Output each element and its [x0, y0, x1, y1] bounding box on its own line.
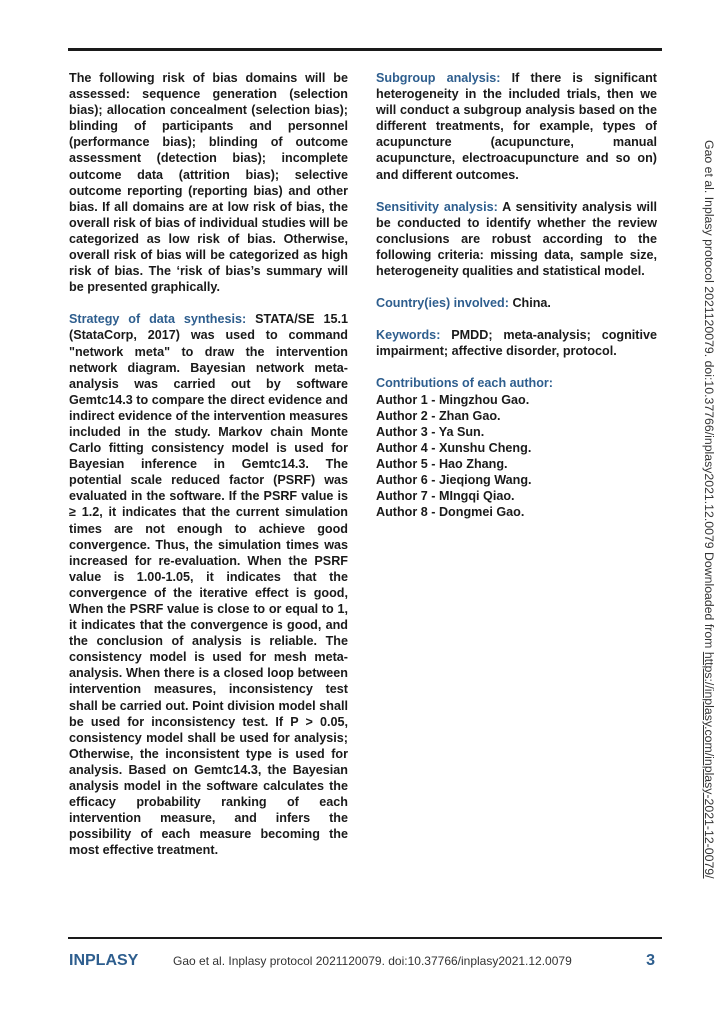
footer-rule — [68, 937, 662, 939]
header-rule — [68, 48, 662, 51]
data-synthesis-text: STATA/SE 15.1 (StataCorp, 2017) was used to command "network meta" to draw the intervention network diagram. Bayesian network meta-analysis was carried out by software Gemtc14.3 to compare the direct evidence and indirect evidence of the intervention measures included in the study. Markov chain Monte Carlo fitting consistency model is used for Bayesian inference in Gemtc14.3. The potential scale reduced factor (PSRF) was evaluated in the software. If the PSRF value is ≥ 1.2, it indicates that the current simulation times are not enough to achieve good convergence. Thus, the simulation times was increased for re-evaluation. When the PSRF value is 1.00-1.05, it indicates that the convergence of the iterative effect is good, When the PSRF value is close to or equal to 1, it indicates that the convergence is good, and the conclusion of analysis is reliable. The consistency model is used for mesh meta-analysis. When there is a closed loop between intervention measures, inconsistency test shall be carried out. Point division model shall be used for inconsistency test. If P > 0.05, consistency model shall be used for analysis; Otherwise, the inconsistent type is used for analysis. Based on Gemtc14.3, the Bayesian analysis model in the software calculates the efficacy probability ranking of each intervention measure, and infers the possibility of each measure becoming the most effective treatment. — [69, 312, 348, 858]
author-item: Author 3 - Ya Sun. — [376, 424, 485, 439]
contributions-section — [376, 375, 657, 520]
inplasy-logo: INPLASY — [69, 952, 139, 969]
left-column — [69, 70, 348, 875]
vertical-download-notice — [696, 140, 716, 879]
author-item: Author 7 - MIngqi Qiao. — [376, 489, 515, 504]
author-item: Author 6 - Jieqiong Wang. — [376, 472, 532, 487]
download-notice-text: Gao et al. Inplasy protocol 2021120079. doi:10.37766/inplasy2021.12.0079 Downloaded from — [702, 140, 716, 652]
keywords-heading: Keywords: — [376, 328, 441, 343]
country-text: China. — [508, 296, 551, 311]
country-heading: Country(ies) involved: — [376, 296, 509, 311]
contributions-heading: Contributions of each author: — [376, 376, 554, 391]
author-item: Author 4 - Xunshu Cheng. — [376, 440, 532, 455]
data-synthesis-heading: Strategy of data synthesis: — [69, 312, 247, 327]
download-link[interactable]: https://inplasy.com/inplasy-2021-12-0079/ — [702, 651, 716, 879]
sensitivity-paragraph — [376, 199, 657, 279]
keywords-text: PMDD; meta-analysis; cognitive impairment; affective disorder, protocol. — [376, 328, 657, 359]
subgroup-heading: Subgroup analysis: — [376, 71, 501, 85]
sensitivity-heading: Sensitivity analysis: — [376, 199, 498, 214]
author-item: Author 5 - Hao Zhang. — [376, 456, 508, 471]
footer-citation: Gao et al. Inplasy protocol 2021120079. doi:10.37766/inplasy2021.12.0079 — [173, 954, 572, 968]
sensitivity-text: A sensitivity analysis will be conducted to identify whether the review conclusions are robust according to the following criteria: missing data, sample size, heterogeneity qualities and statistical model. — [376, 199, 657, 279]
author-item: Author 2 - Zhan Gao. — [376, 408, 501, 423]
country-paragraph — [376, 295, 657, 311]
risk-of-bias-paragraph: The following risk of bias domains will be assessed: sequence generation (selection bias); allocation concealment (selection bias); blinding of participants and personnel (performance bias); blinding of outcome assessment (detection bias); incomplete outcome data (attrition bias); selective outcome reporting (reporting bias) and other bias. If all domains are at low risk of bias, the overall risk of bias of individual studies will be categorized as low risk of bias. Otherwise, overall risk of bias will be categorized as high risk of bias. The ‘risk of bias’s summary will be presented graphically. — [69, 71, 348, 295]
keywords-paragraph — [376, 327, 657, 359]
page-number: 3 — [646, 952, 655, 969]
author-item: Author 8 - Dongmei Gao. — [376, 505, 525, 520]
data-synthesis-paragraph — [69, 311, 348, 858]
right-column — [376, 70, 657, 536]
subgroup-paragraph — [376, 70, 657, 183]
page-footer — [69, 952, 661, 976]
author-item: Author 1 - Mingzhou Gao. — [376, 392, 530, 407]
subgroup-text: If there is significant heterogeneity in the included trials, then we will conduct a subgroup analysis based on the different treatments, for example, types of acupuncture (acupuncture, manual acupuncture, electroacupuncture and so on) and different outcomes. — [376, 71, 657, 182]
